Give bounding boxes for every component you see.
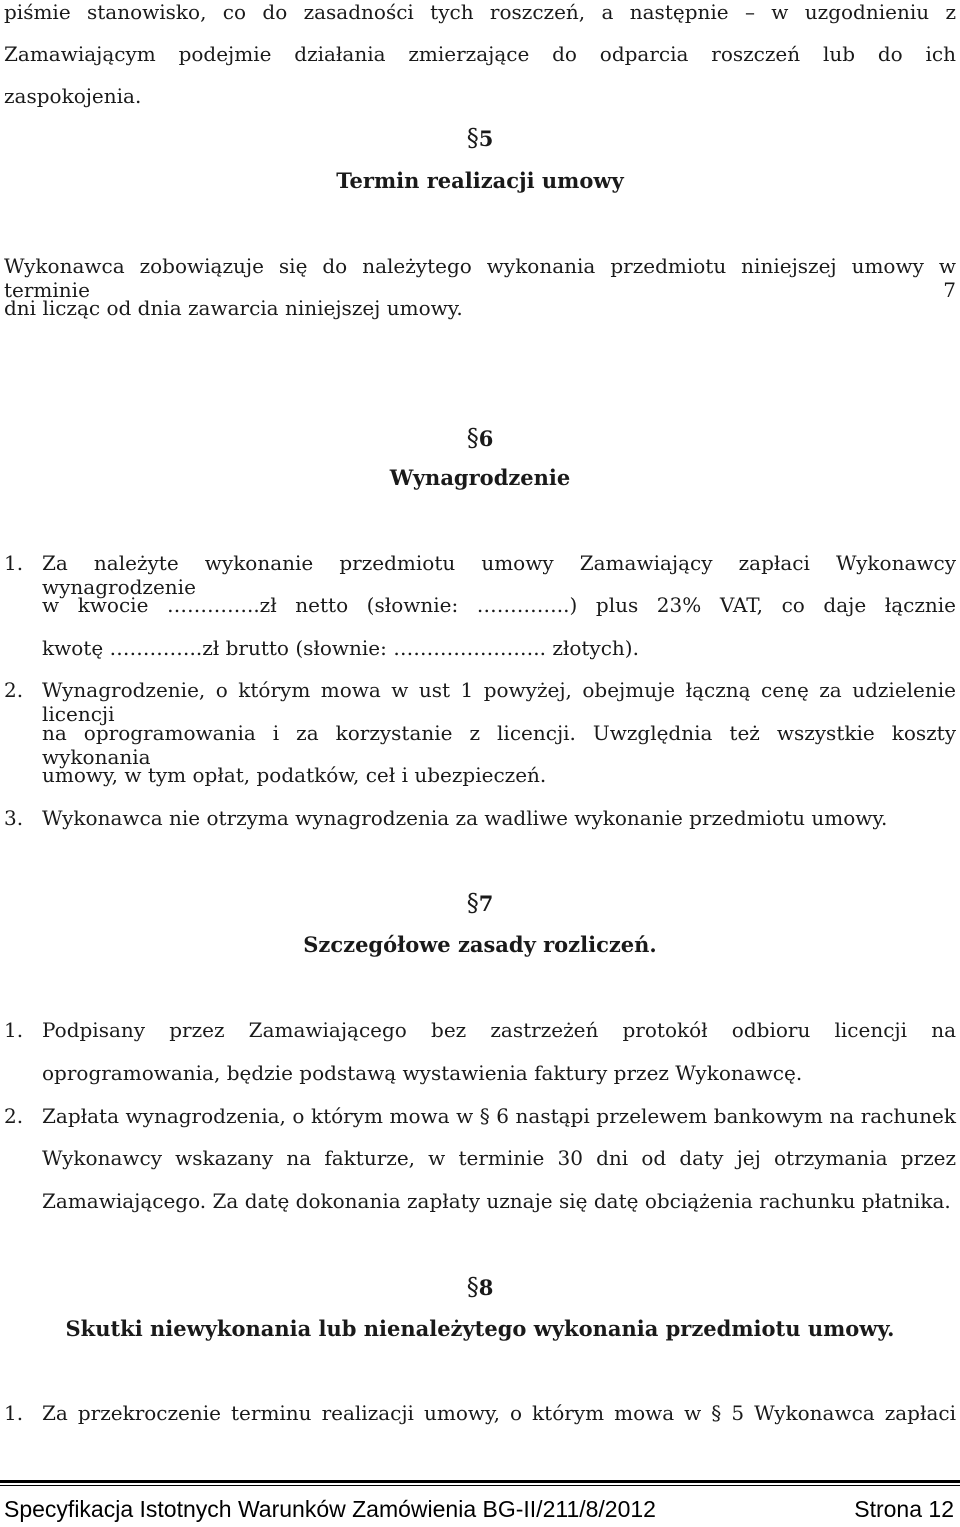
footer-document-title: Specyfikacja Istotnych Warunków Zamówienia BG-II/211/8/2012: [4, 1496, 656, 1522]
section-title: Termin realizacji umowy: [336, 168, 624, 193]
body-text-line: Za przekroczenie terminu realizacji umowy, o którym mowa w § 5 Wykonawca zapłaci: [42, 1401, 956, 1425]
footer-page-number: Strona 12: [854, 1496, 954, 1522]
section-sign: §: [466, 124, 479, 152]
section-number-value: 5: [478, 126, 494, 151]
body-text-line: piśmie stanowisko, co do zasadności tych roszczeń, a następnie – w uzgodnieniu z: [4, 0, 956, 24]
section-number: [0, 889, 960, 918]
section-sign: §: [466, 424, 479, 452]
section-number: [0, 424, 960, 453]
body-text-line: Zamawiającego. Za datę dokonania zapłaty uznaje się datę obciążenia rachunku płatnika.: [42, 1189, 951, 1213]
body-text-line: Za należyte wykonanie przedmiotu umowy Zamawiający zapłaci Wykonawcy wynagrodzenie: [42, 551, 956, 599]
list-item-number: 2.: [4, 678, 24, 702]
section-number: [0, 124, 960, 153]
body-text-line: Wykonawca zobowiązuje się do należytego wykonania przedmiotu niniejszej umowy w terminie 7: [4, 254, 956, 302]
section-title: Wynagrodzenie: [389, 465, 571, 490]
footer-divider: [0, 1480, 960, 1483]
body-text-line: dni licząc od dnia zawarcia niniejszej umowy.: [4, 296, 463, 320]
footer-divider: [0, 1485, 960, 1486]
list-item-number: 1.: [4, 1018, 24, 1042]
body-text-line: Wykonawcy wskazany na fakturze, w terminie 30 dni od daty jej otrzymania przez: [42, 1146, 956, 1170]
section-number-value: 7: [478, 891, 494, 916]
list-item-number: 1.: [4, 551, 24, 575]
body-text-line: umowy, w tym opłat, podatków, ceł i ubezpieczeń.: [42, 763, 547, 787]
body-text-line: Zamawiającym podejmie działania zmierzające do odparcia roszczeń lub do ich: [4, 42, 956, 66]
body-text-line: w kwocie …………..zł netto (słownie: …………..) plus 23% VAT, co daje łącznie: [42, 593, 956, 617]
section-sign: §: [466, 889, 479, 917]
body-text-line: kwotę …………..zł brutto (słownie: ………………….. złotych).: [42, 636, 639, 660]
section-title: Skutki niewykonania lub nienależytego wykonania przedmiotu umowy.: [65, 1316, 895, 1341]
body-text-line: oprogramowania, będzie podstawą wystawienia faktury przez Wykonawcę.: [42, 1061, 803, 1085]
section-number: [0, 1273, 960, 1302]
section-number-value: 8: [478, 1275, 494, 1300]
body-text-line: Wynagrodzenie, o którym mowa w ust 1 powyżej, obejmuje łączną cenę za udzielenie licencji: [42, 678, 956, 726]
section-title: Szczegółowe zasady rozliczeń.: [303, 932, 657, 957]
body-text-line: na oprogramowania i za korzystanie z licencji. Uwzględnia też wszystkie koszty wykonania: [42, 721, 956, 769]
body-text-line: zaspokojenia.: [4, 84, 142, 108]
section-number-value: 6: [478, 426, 494, 451]
section-sign: §: [466, 1273, 479, 1301]
list-item-number: 3.: [4, 806, 24, 830]
list-item-number: 2.: [4, 1104, 24, 1128]
list-item-number: 1.: [4, 1401, 24, 1425]
body-text-line: Podpisany przez Zamawiającego bez zastrzeżeń protokół odbioru licencji na: [42, 1018, 956, 1042]
body-text-line: Zapłata wynagrodzenia, o którym mowa w § 6 nastąpi przelewem bankowym na rachunek: [42, 1104, 956, 1128]
body-text-line: Wykonawca nie otrzyma wynagrodzenia za wadliwe wykonanie przedmiotu umowy.: [42, 806, 888, 830]
